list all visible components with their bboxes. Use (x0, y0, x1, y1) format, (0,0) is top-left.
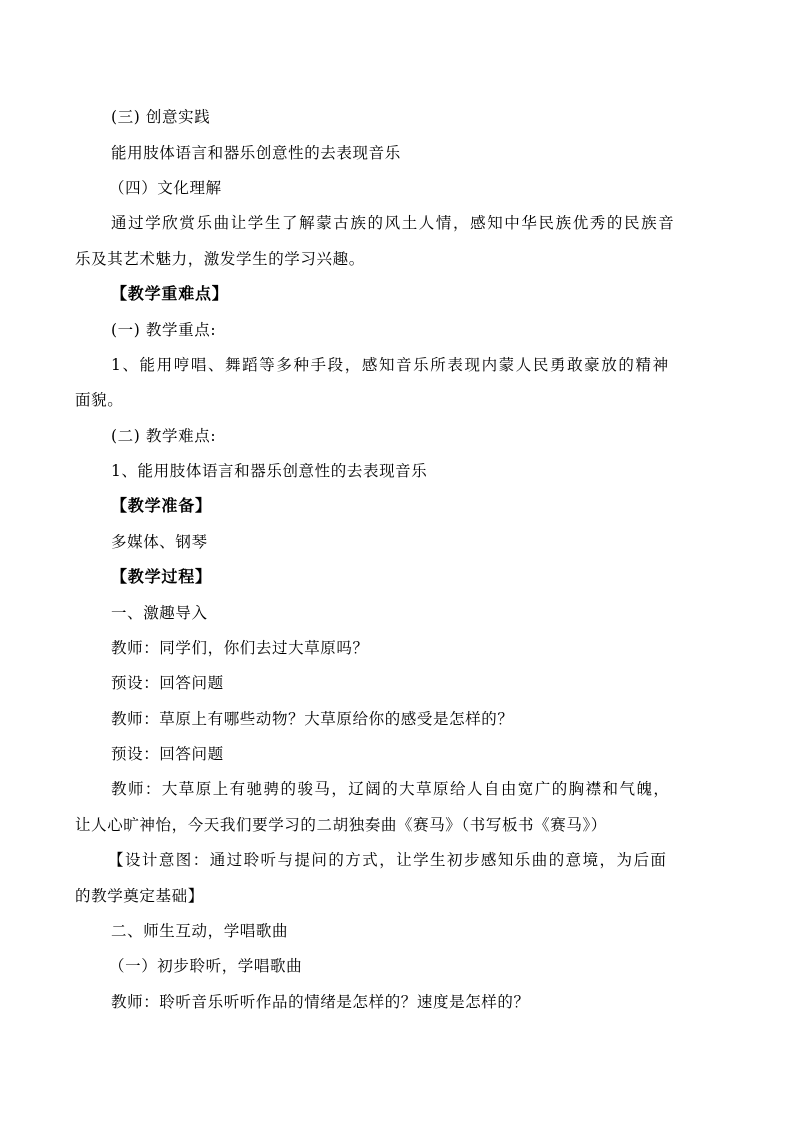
section-heading-preparation: 【教学准备】 (111, 496, 212, 515)
subheading-interaction: 二、师生互动，学唱歌曲 (111, 922, 289, 940)
paragraph-line: 多媒体、钢琴 (111, 533, 208, 551)
section-heading-process: 【教学过程】 (111, 567, 212, 586)
subheading-key-points: (一) 教学重点: (111, 321, 217, 339)
paragraph-line: 教师：大草原上有驰骋的骏马，辽阔的大草原给人自由宽广的胸襟和气魄， (111, 780, 671, 798)
paragraph-line: 预设：回答问题 (111, 745, 224, 763)
paragraph-line: 乐及其艺术魅力，激发学生的学习兴趣。 (75, 250, 365, 268)
subheading-difficult-points: (二) 教学难点: (111, 427, 217, 445)
paragraph-line: 1、能用哼唱、舞蹈等多种手段，感知音乐所表现内蒙人民勇敢豪放的精神 (111, 356, 670, 374)
subheading-introduction: 一、激趣导入 (111, 604, 208, 622)
paragraph-line: 教师：聆听音乐听听作品的情绪是怎样的？速度是怎样的？ (111, 993, 530, 1011)
paragraph-line: 预设：回答问题 (111, 674, 224, 692)
design-intent-line: 的教学奠定基础】 (75, 887, 204, 905)
subheading-first-listening: （一）初步聆听，学唱歌曲 (109, 957, 303, 975)
paragraph-line: 通过学欣赏乐曲让学生了解蒙古族的风土人情，感知中华民族优秀的民族音 (111, 214, 676, 232)
heading-cultural-understanding: （四）文化理解 (109, 179, 222, 197)
paragraph-line: 能用肢体语言和器乐创意性的去表现音乐 (111, 144, 401, 162)
paragraph-line: 教师：同学们，你们去过大草原吗？ (111, 639, 369, 657)
heading-creative-practice: (三) 创意实践 (111, 108, 211, 126)
paragraph-line: 让人心旷神怡，今天我们要学习的二胡独奏曲《赛马》（书写板书《赛马》） (75, 816, 607, 834)
paragraph-line: 1、能用肢体语言和器乐创意性的去表现音乐 (111, 462, 428, 480)
paragraph-line: 面貌。 (75, 391, 124, 409)
design-intent-line: 【设计意图：通过聆听与提问的方式，让学生初步感知乐曲的意境，为后面 (108, 851, 668, 869)
paragraph-line: 教师：草原上有哪些动物？大草原给你的感受是怎样的？ (111, 710, 514, 728)
section-heading-key-difficult-points: 【教学重难点】 (111, 284, 229, 303)
